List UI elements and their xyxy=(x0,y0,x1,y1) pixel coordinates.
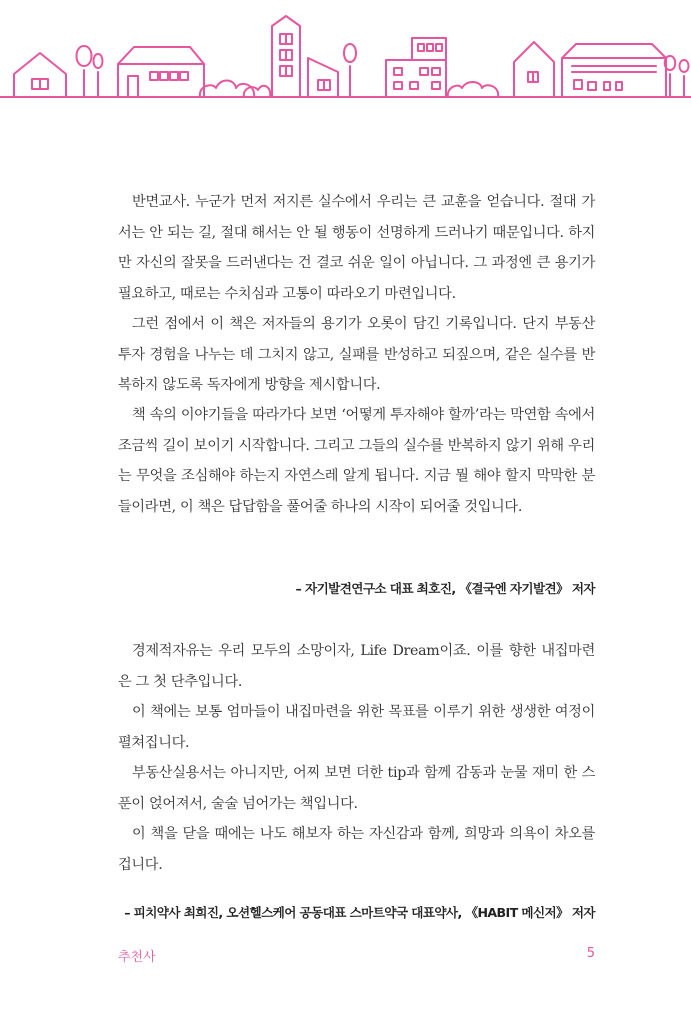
paragraph-3: 책 속의 이야기들을 따라가다 보면 ‘어떻게 투자해야 할까’라는 막연함 속에서 조금씩 길이 보이기 시작합니다. 그리고 그들의 실수를 반복하지 않기 위해 우리는 무엇을 조심해야 하는지 자연스레 알게 됩니다. 지금 뭘 해야 할지 막막한 분들이라면, 이 책은 답답함을 풀어줄 하나의 시작이 되어줄 것입니다. xyxy=(118,407,595,515)
paragraph-2: 그런 점에서 이 책은 저자들의 용기가 오롯이 담긴 기록입니다. 단지 부동산 투자 경험을 나누는 데 그치지 않고, 실패를 반성하고 되짚으며, 같은 실수를 반복하지 않도록 독자에게 방향을 제시합니다. xyxy=(118,316,595,393)
footer-section-label: 추천사 xyxy=(118,950,156,965)
paragraph-7: 이 책을 닫을 때에는 나도 해보자 하는 자신감과 함께, 희망과 의욕이 차오를 겁니다. xyxy=(118,826,595,873)
paragraph-5: 이 책에는 보통 엄마들이 내집마련을 위한 목표를 이루기 위한 생생한 여정이 펼쳐집니다. xyxy=(118,704,595,751)
paragraph-4: 경제적자유는 우리 모두의 소망이자, Life Dream이죠. 이를 향한 내집마련은 그 첫 단추입니다. xyxy=(118,643,595,690)
page-number: 5 xyxy=(586,946,595,961)
paragraph-6: 부동산실용서는 아니지만, 어찌 보면 더한 tip과 함께 감동과 눈물 재미 한 스푼이 얹어져서, 술술 넘어가는 책입니다. xyxy=(118,765,595,812)
houses-skyline-illustration xyxy=(0,0,691,110)
signature-1: – 자기발견연구소 대표 최호진, 《결국엔 자기발견》 저자 xyxy=(295,581,595,596)
signature-2: – 피치약사 최희진, 오션헬스케어 공동대표 스마트약국 대표약사, 《HABIT 메신저》 저자 xyxy=(124,905,595,920)
paragraph-1: 반면교사. 누군가 먼저 저지른 실수에서 우리는 큰 교훈을 얻습니다. 절대 가서는 안 되는 길, 절대 해서는 안 될 행동이 선명하게 드러나기 때문입니다. 하지만 자신의 잘못을 드러낸다는 건 결코 쉬운 일이 아닙니다. 그 과정엔 큰 용기가 필요하고, 때로는 수치심과 고통이 따라오기 마련입니다. xyxy=(118,194,595,302)
